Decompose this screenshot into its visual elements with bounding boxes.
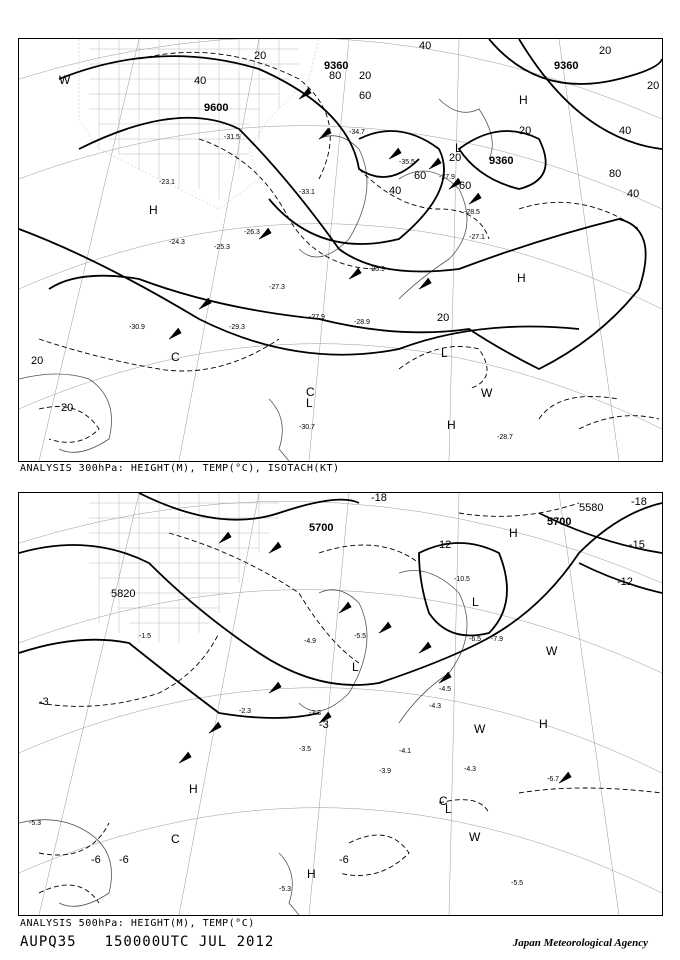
isotherm-label: -3: [39, 696, 49, 708]
temp-label: -10.5: [454, 576, 470, 583]
isotherm-label: -6: [119, 854, 129, 866]
low-center: L: [455, 141, 462, 155]
high-center: H: [447, 418, 456, 432]
high-center: H: [517, 271, 526, 285]
temp-label: -25.3: [214, 244, 230, 251]
land-hatch: [89, 493, 279, 643]
cold-center: C: [171, 832, 180, 846]
low-center: L: [445, 802, 452, 816]
temp-label: -25.9: [369, 266, 385, 273]
high-center: H: [539, 717, 548, 731]
map-500hpa-canvas: [19, 493, 662, 915]
coastlines: [19, 99, 492, 461]
wind-barbs: [179, 532, 571, 783]
low-center: L: [352, 660, 359, 674]
temp-label: -1.5: [139, 633, 152, 640]
temp-label: -3.3: [309, 710, 322, 717]
temp-label: -33.1: [299, 189, 315, 196]
isotach-label: 20: [437, 312, 450, 324]
isotherm-label: -3: [319, 719, 329, 731]
isotherm-label: -6: [339, 854, 349, 866]
temp-label: -3.5: [299, 746, 312, 753]
isotach-label: 20: [599, 45, 612, 57]
height-label: 5580: [579, 502, 604, 514]
isotach-label: 60: [414, 170, 427, 182]
warm-center: W: [481, 386, 493, 400]
height-label: 9360: [489, 155, 514, 167]
low-center: L: [306, 396, 313, 410]
height-label: 9360: [324, 60, 349, 72]
isotach-label: 40: [627, 188, 640, 200]
isotach-label: 20: [519, 125, 532, 137]
temp-label: -4.9: [304, 638, 317, 645]
temp-label: -27.3: [269, 284, 285, 291]
temp-label: -6.7: [547, 776, 560, 783]
temp-label: -30.9: [129, 324, 145, 331]
valid-time: 150000UTC JUL 2012: [104, 934, 275, 950]
cold-center: C: [439, 794, 448, 808]
land-hatch: [79, 39, 319, 209]
isotherm-label: 12: [439, 539, 452, 551]
temp-label: -5.3: [29, 820, 42, 827]
isotach-label: 60: [459, 180, 472, 192]
isotherm-label: -15: [629, 539, 645, 551]
temp-label: -5.5: [354, 633, 367, 640]
low-center: L: [472, 595, 479, 609]
temp-label: -35.5: [399, 159, 415, 166]
isotach-label: 40: [389, 185, 402, 197]
isotach-label: 20: [647, 80, 660, 92]
isotach-label: 80: [609, 168, 622, 180]
coastlines: [19, 571, 467, 916]
isotherm-label: -6: [91, 854, 101, 866]
isotach-label: 40: [194, 75, 207, 87]
temp-label: -4.1: [399, 748, 412, 755]
high-center: H: [149, 203, 158, 217]
isotherm-label: -18: [631, 496, 647, 508]
temp-label: -28.7: [497, 434, 513, 441]
map-300hpa: [18, 38, 663, 462]
temp-label: -5.3: [279, 886, 292, 893]
cold-center: C: [171, 350, 180, 364]
temp-label: -4.5: [439, 686, 452, 693]
temp-label: -28.5: [464, 209, 480, 216]
isotach-label: 80: [329, 70, 342, 82]
warm-center: W: [474, 722, 486, 736]
height-label: 9600: [204, 102, 229, 114]
isotach-label: 20: [31, 355, 44, 367]
cold-center: C: [306, 385, 315, 399]
temp-label: -28.9: [354, 319, 370, 326]
temp-label: -6.5: [469, 636, 482, 643]
isotach-label: 40: [419, 40, 432, 52]
temp-label: -4.3: [464, 766, 477, 773]
high-center: H: [509, 526, 518, 540]
temp-label: -23.1: [159, 179, 175, 186]
temp-label: -2.3: [239, 708, 252, 715]
map-300hpa-canvas: [19, 39, 662, 461]
temp-label: -4.3: [429, 703, 442, 710]
height-label: 9360: [554, 60, 579, 72]
isotach-label: 40: [619, 125, 632, 137]
warm-center: W: [59, 73, 71, 87]
isotach-contours: [39, 52, 659, 442]
isotach-label: 20: [449, 152, 462, 164]
isotherm-label: -12: [617, 576, 633, 588]
high-center: H: [519, 93, 528, 107]
isotach-label: 20: [61, 402, 74, 414]
warm-center: W: [546, 644, 558, 658]
temp-label: -27.9: [439, 174, 455, 181]
height-label: 5700: [309, 522, 334, 534]
agency-name: Japan Meteorological Agency: [512, 937, 648, 949]
temp-label: -27.1: [469, 234, 485, 241]
pressure-centers: [59, 73, 528, 432]
temp-label: -31.5: [224, 134, 240, 141]
height-contours: [19, 39, 662, 369]
temp-label: -26.3: [244, 229, 260, 236]
temp-label: -34.7: [349, 129, 365, 136]
temp-label: -24.3: [169, 239, 185, 246]
temp-label: -3.9: [379, 768, 392, 775]
temp-label: -27.9: [309, 314, 325, 321]
isotach-label: 20: [254, 50, 267, 62]
isotach-label: 60: [359, 90, 372, 102]
height-label: 5700: [547, 516, 572, 528]
chart-code: AUPQ35: [20, 934, 77, 950]
pressure-centers: [171, 526, 558, 881]
caption-300hpa: ANALYSIS 300hPa: HEIGHT(M), TEMP(°C), ISOTACH(KT): [20, 463, 340, 474]
temp-label: -5.5: [511, 880, 524, 887]
map-500hpa: [18, 492, 663, 916]
isotach-label: 20: [359, 70, 372, 82]
temp-label: -30.7: [299, 424, 315, 431]
low-center: L: [441, 346, 448, 360]
isotherm-labels: [39, 493, 647, 866]
chart-footer: [20, 934, 302, 950]
temp-label: -29.3: [229, 324, 245, 331]
high-center: H: [189, 782, 198, 796]
high-center: H: [307, 867, 316, 881]
temp-label: -7.9: [491, 636, 504, 643]
height-labels: [111, 502, 603, 600]
warm-center: W: [469, 830, 481, 844]
caption-500hpa: ANALYSIS 500hPa: HEIGHT(M), TEMP(°C): [20, 918, 255, 929]
height-label: 5820: [111, 588, 136, 600]
isotherm-label: -18: [371, 493, 387, 504]
